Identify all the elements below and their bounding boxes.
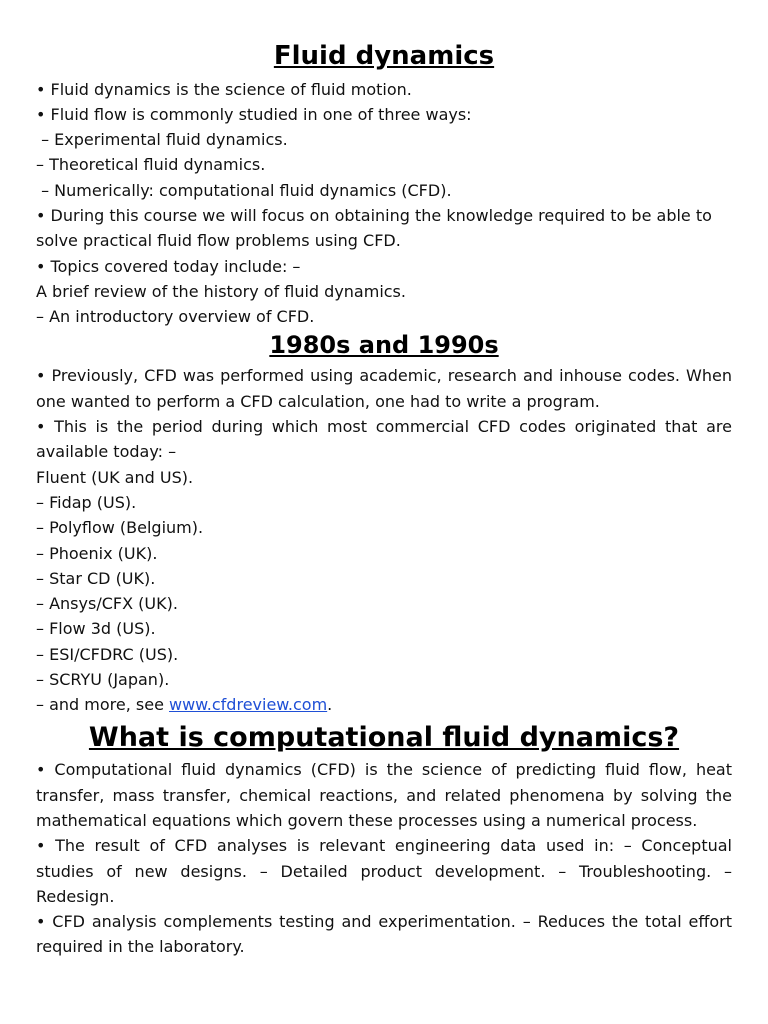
heading-what-is-cfd: What is computational fluid dynamics? bbox=[88, 721, 680, 753]
text-line: • Topics covered today include: – bbox=[36, 256, 301, 276]
list-item: – Fidap (US). bbox=[36, 492, 137, 512]
list-item: – Polyflow (Belgium). bbox=[36, 518, 204, 538]
more-suffix: . bbox=[327, 695, 333, 715]
cfdreview-link[interactable]: www.cfdreview.com bbox=[169, 695, 328, 715]
text-line: • Fluid dynamics is the science of fluid motion. bbox=[36, 79, 412, 99]
list-item: – Phoenix (UK). bbox=[36, 543, 158, 563]
section-what-is-cfd bbox=[36, 757, 732, 959]
heading-fluid-dynamics: Fluid dynamics bbox=[273, 41, 495, 71]
list-item: – Ansys/CFX (UK). bbox=[36, 594, 178, 614]
section-fluid-dynamics bbox=[36, 77, 732, 330]
list-item: – Star CD (UK). bbox=[36, 568, 156, 588]
text-line: • Fluid flow is commonly studied in one of three ways: bbox=[36, 104, 472, 124]
text-line: A brief review of the history of fluid dynamics. bbox=[36, 281, 406, 301]
text-paragraph: • Previously, CFD was performed using academic, research and inhouse codes. When one wanted to perform a CFD calculation, one had to write a program. bbox=[36, 366, 732, 411]
list-item: Fluent (UK and US). bbox=[36, 467, 194, 487]
text-paragraph: • During this course we will focus on obtaining the knowledge required to be able to solve practical fluid flow problems using CFD. bbox=[36, 205, 712, 251]
list-item-more bbox=[36, 692, 732, 717]
text-line: – Numerically: computational fluid dynamics (CFD). bbox=[36, 180, 452, 200]
text-line: – An introductory overview of CFD. bbox=[36, 307, 315, 327]
text-line: – Experimental fluid dynamics. bbox=[36, 130, 288, 150]
more-prefix: – and more, see bbox=[36, 695, 169, 715]
text-paragraph: • This is the period during which most commercial CFD codes originated that are available today: – bbox=[36, 417, 732, 462]
text-paragraph: • The result of CFD analyses is relevant engineering data used in: – Conceptual studies of new designs. – Detailed product development. – Troubleshooting. – Redesign. bbox=[36, 836, 732, 906]
list-item: – Flow 3d (US). bbox=[36, 619, 156, 639]
section-1980s-1990s bbox=[36, 363, 732, 717]
list-item: – SCRYU (Japan). bbox=[36, 670, 170, 690]
text-line: – Theoretical fluid dynamics. bbox=[36, 155, 266, 175]
text-paragraph: • CFD analysis complements testing and experimentation. – Reduces the total effort required in the laboratory. bbox=[36, 912, 732, 957]
list-item: – ESI/CFDRC (US). bbox=[36, 644, 179, 664]
text-paragraph: • Computational fluid dynamics (CFD) is the science of predicting fluid flow, heat transfer, mass transfer, chemical reactions, and related phenomena by solving the mathematical equations which govern these processes using a numerical process. bbox=[36, 760, 732, 830]
heading-1980s-1990s: 1980s and 1990s bbox=[269, 331, 499, 360]
